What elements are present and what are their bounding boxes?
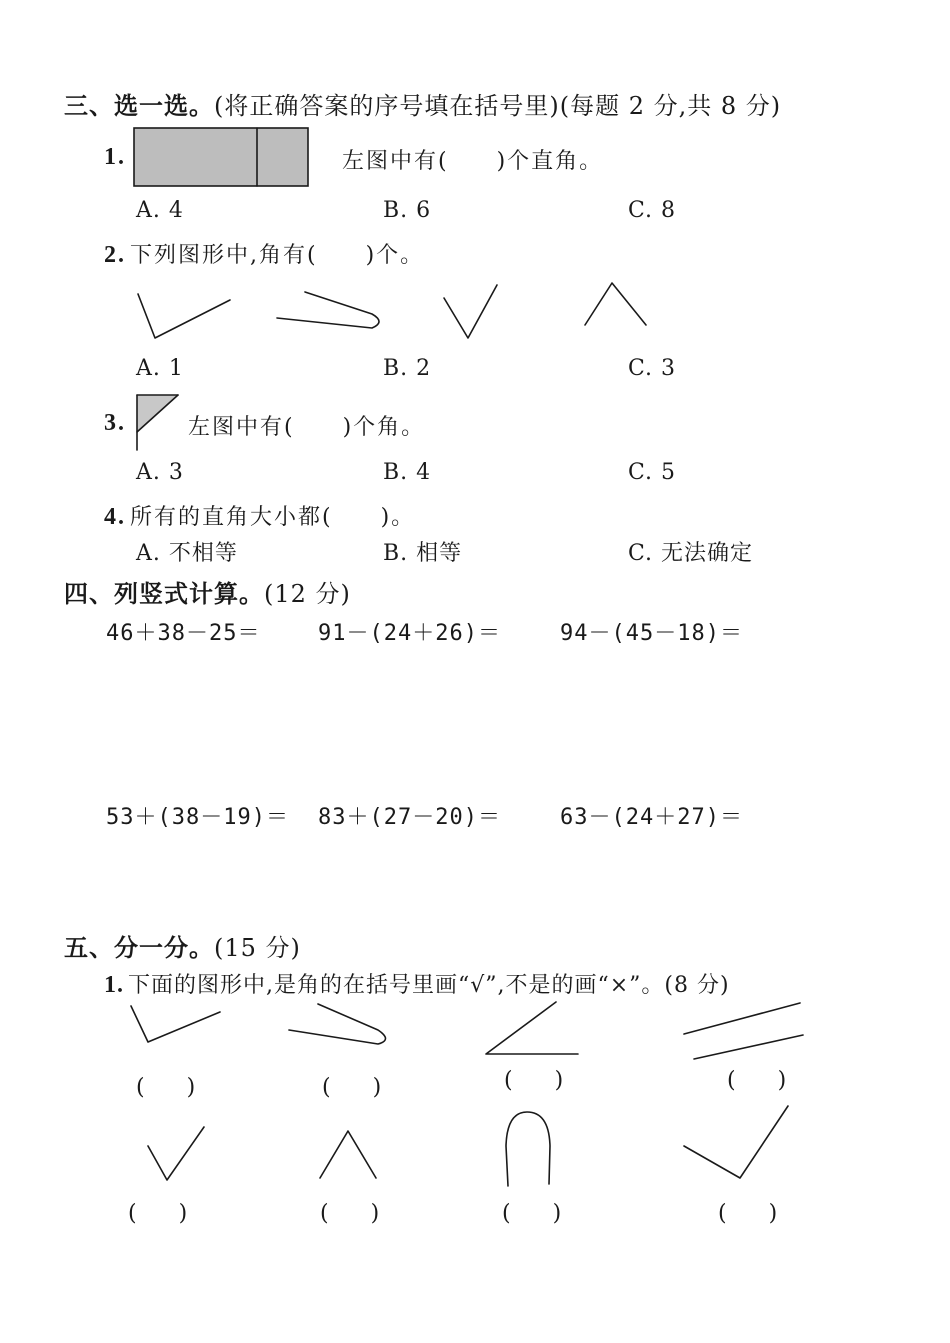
s5-answer-blank-6[interactable]: ( ) xyxy=(320,1201,390,1226)
section-4-points: (12 分) xyxy=(264,580,351,608)
calc-item-2: 91－(24＋26)＝ xyxy=(318,621,501,646)
calc-item-1: 46＋38－25＝ xyxy=(106,621,261,646)
section-4-heading: 四、列竖式计算。 xyxy=(64,580,264,608)
calc-item-3: 94－(45－18)＝ xyxy=(560,621,743,646)
s5-figure-1 xyxy=(131,1006,220,1042)
question-1-text: 左图中有( )个直角。 xyxy=(342,149,604,174)
s5-figure-7 xyxy=(506,1112,550,1186)
q4-option-b: B. 相等 xyxy=(383,541,463,566)
s5-answer-blank-2[interactable]: ( ) xyxy=(322,1075,392,1100)
s5-figure-2 xyxy=(289,1004,386,1044)
q2-option-b: B. 2 xyxy=(383,356,432,381)
q3-option-c: C. 5 xyxy=(628,460,677,485)
q3-option-a: A. 3 xyxy=(136,460,184,485)
s5-figure-5 xyxy=(148,1127,204,1180)
s5-answer-blank-4[interactable]: ( ) xyxy=(727,1068,797,1093)
s5-figure-4a xyxy=(684,1003,800,1034)
section-3-heading: 三、选一选。 xyxy=(64,92,214,120)
s5-figure-6 xyxy=(320,1131,376,1178)
section-5-points: (15 分) xyxy=(214,934,301,962)
q1-option-a: A. 4 xyxy=(136,198,184,223)
section-3-instructions: (将正确答案的序号填在括号里)(每题 2 分,共 8 分) xyxy=(214,92,782,120)
s5-answer-blank-1[interactable]: ( ) xyxy=(136,1075,206,1100)
s5-figure-8 xyxy=(684,1106,788,1178)
question-2-text: 下列图形中,角有( )个。 xyxy=(130,243,425,268)
question-3-number: 3. xyxy=(104,410,126,436)
section-5-heading: 五、分一分。 xyxy=(64,934,214,962)
s5-answer-blank-8[interactable]: ( ) xyxy=(718,1201,788,1226)
s5-answer-blank-7[interactable]: ( ) xyxy=(502,1201,572,1226)
calc-item-6: 63－(24＋27)＝ xyxy=(560,805,743,830)
q1-option-c: C. 8 xyxy=(628,198,677,223)
q4-option-a: A. 不相等 xyxy=(136,541,238,566)
section-5-q1-text: 下面的图形中,是角的在括号里画“√”,不是的画“×”。(8 分) xyxy=(128,973,730,998)
question-1-number: 1. xyxy=(104,144,126,170)
s5-answer-blank-5[interactable]: ( ) xyxy=(128,1201,198,1226)
q4-option-c: C. 无法确定 xyxy=(628,541,754,566)
section-5-question-1: 1. 下面的图形中,是角的在括号里画“√”,不是的画“×”。(8 分) xyxy=(104,972,730,998)
calc-item-5: 83＋(27－20)＝ xyxy=(318,805,501,830)
question-4-text: 所有的直角大小都( )。 xyxy=(130,505,416,530)
question-3-text: 左图中有( )个角。 xyxy=(188,415,426,440)
q2-option-a: A. 1 xyxy=(136,356,184,381)
calc-item-4: 53＋(38－19)＝ xyxy=(106,805,289,830)
question-2: 2. 下列图形中,角有( )个。 xyxy=(104,242,425,268)
s5-answer-blank-3[interactable]: ( ) xyxy=(504,1068,574,1093)
q1-option-b: B. 6 xyxy=(383,198,432,223)
question-4: 4. 所有的直角大小都( )。 xyxy=(104,504,416,530)
s5-figure-4b xyxy=(694,1035,803,1059)
q2-option-c: C. 3 xyxy=(628,356,677,381)
q3-option-b: B. 4 xyxy=(383,460,432,485)
s5-figure-3 xyxy=(486,1002,578,1054)
